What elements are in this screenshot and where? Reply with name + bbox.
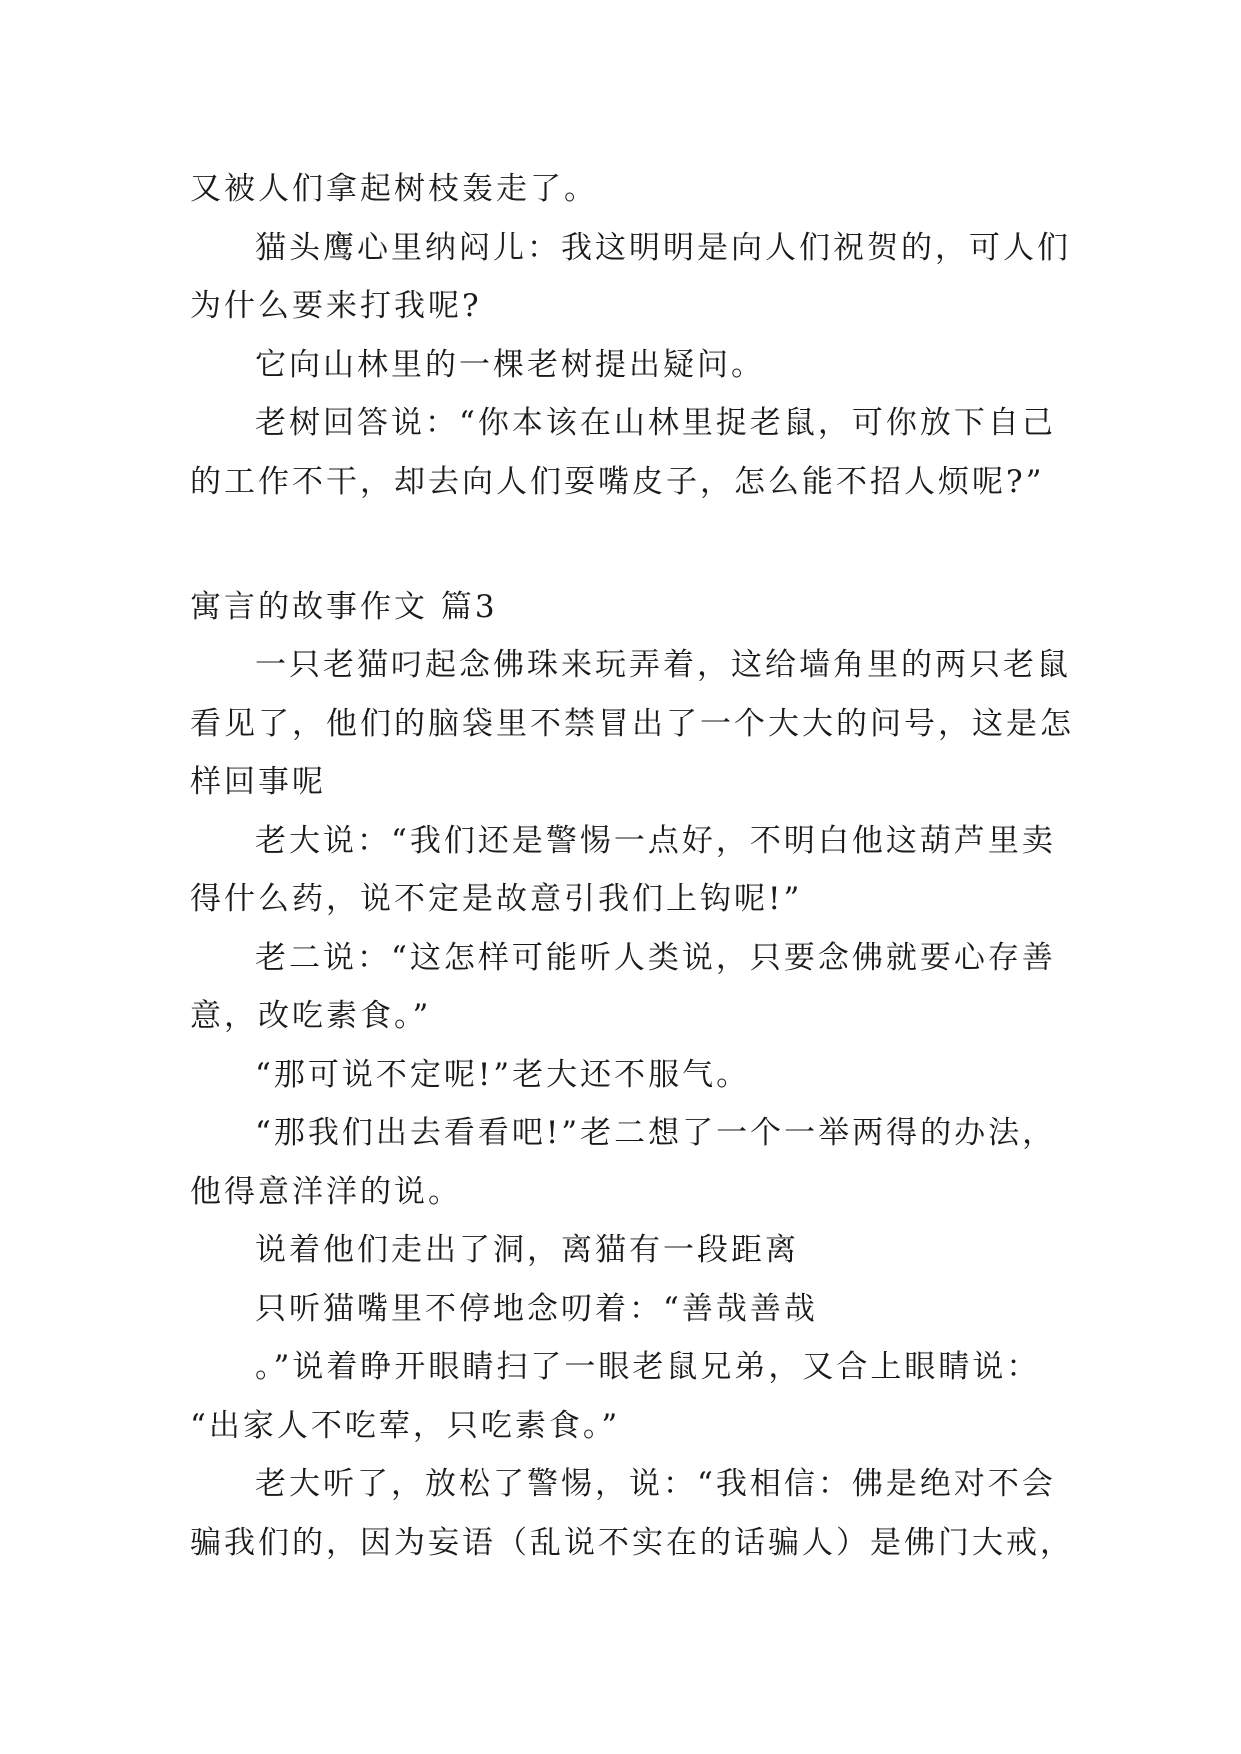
text-line: 说着他们走出了洞，离猫有一段距离 [255,1232,799,1268]
text-line: 得什么药，说不定是故意引我们上钩呢!” [190,881,803,917]
text-line: 一只老猫叼起念佛珠来玩弄着，这给墙角里的两只老鼠 [255,647,1071,683]
section-heading: 寓言的故事作文 篇3 [190,588,498,625]
text-line: 猫头鹰心里纳闷儿：我这明明是向人们祝贺的，可人们 [255,229,1071,266]
text-line: 的工作不干，却去向人们耍嘴皮子，怎么能不招人烦呢?” [190,463,1045,500]
text-line: 又被人们拿起树枝轰走了。 [190,171,598,207]
text-line: 老大听了，放松了警惕，说：“我相信：佛是绝对不会 [255,1466,1056,1502]
text-line: “出家人不吃荤，只吃素食。” [190,1407,621,1444]
text-line: 为什么要来打我呢? [190,288,482,324]
text-line: 骗我们的，因为妄语（乱说不实在的话骗人）是佛门大戒， [190,1524,1074,1561]
text-line: “那我们出去看看吧!”老二想了一个一举两得的办法， [255,1115,1057,1151]
text-line: 老大说：“我们还是警惕一点好，不明白他这葫芦里卖 [255,822,1056,859]
text-line: 老树回答说：“你本该在山林里捉老鼠，可你放下自己 [255,405,1056,441]
text-line: 样回事呢 [190,764,326,800]
paragraph-gap [190,511,1070,570]
document-body [190,160,1074,1572]
text-line: 只听猫嘴里不停地念叨着：“善哉善哉 [255,1290,818,1327]
text-line: “那可说不定呢!”老大还不服气。 [255,1056,751,1093]
text-line: 老二说：“这怎样可能听人类说，只要念佛就要心存善 [255,939,1056,976]
text-line: 意，改吃素食。” [190,998,432,1034]
text-line: 他得意洋洋的说。 [190,1173,462,1210]
text-line: 。”说着睁开眼睛扫了一眼老鼠兄弟，又合上眼睛说： [255,1349,1041,1385]
text-line: 看见了，他们的脑袋里不禁冒出了一个大大的问号，这是怎 [190,705,1074,742]
text-line: 它向山林里的一棵老树提出疑问。 [255,346,765,383]
